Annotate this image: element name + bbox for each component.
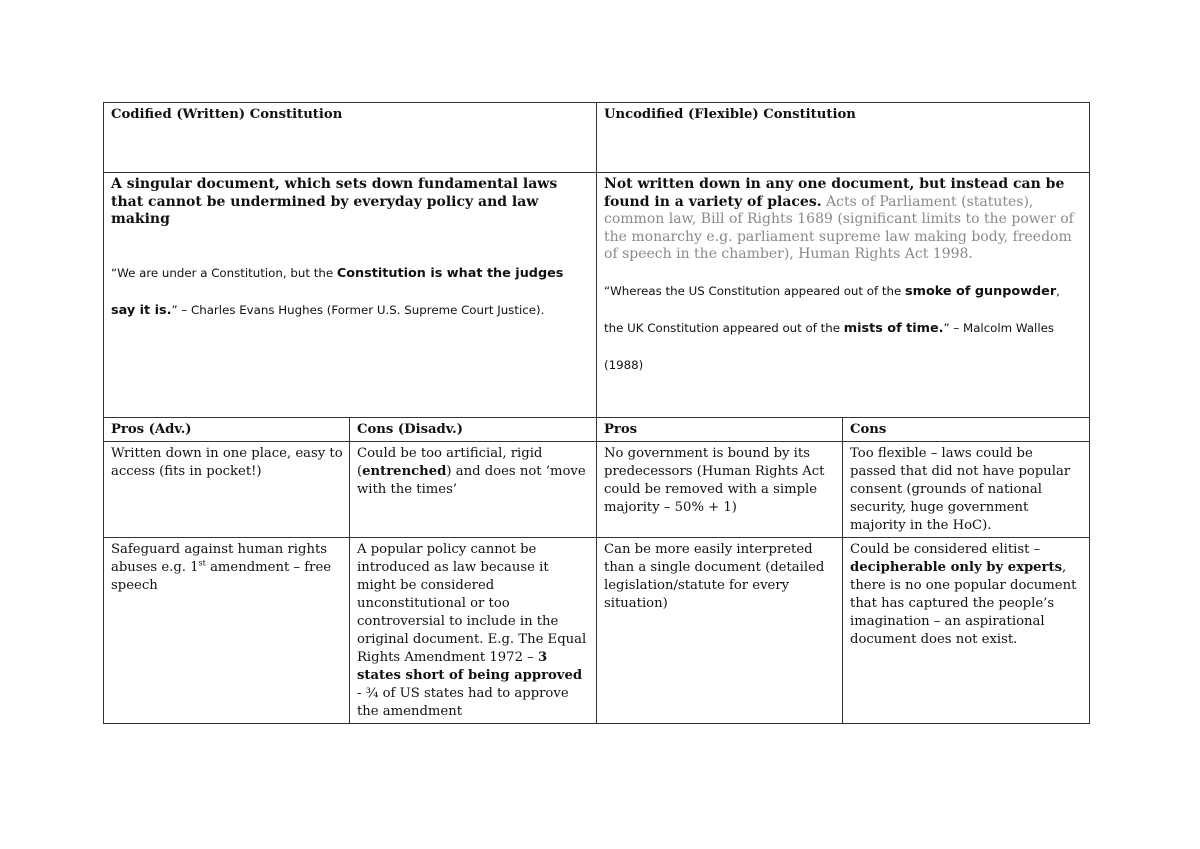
row2-codified-con-emphasis: 3 states short of being approved (357, 650, 583, 683)
row1-codified-con-text: Could be too artificial, rigid ( (357, 446, 543, 479)
row2-codified-con (350, 538, 597, 724)
header-uncodified-pros: Pros (597, 418, 843, 442)
title-row (104, 103, 1090, 173)
codified-quote-text: “We are under a Constitution, but the (111, 265, 337, 280)
uncodified-quote-text: “Whereas the US Constitution appeared out of the (604, 283, 905, 298)
header-uncodified-cons: Cons (843, 418, 1090, 442)
uncodified-title: Uncodified (Flexible) Constitution (597, 103, 1090, 173)
codified-quote (111, 255, 590, 329)
row2-codified-con-text-2: - ¾ of US states had to approve the amendment (357, 686, 569, 719)
table-row (104, 442, 1090, 538)
row2-codified-con-text: A popular policy cannot be introduced as law because it might be considered unconstitutional or too controversial to include in the original document. E.g. The Equal Rights Amendment 1972 – (357, 542, 587, 665)
uncodified-definition-text: Not written down in any one document, but instead can be found in a variety of places. (604, 176, 1065, 210)
row1-uncodified-pro: No government is bound by its predecessors (Human Rights Act could be removed with a simple majority – 50% + 1) (597, 442, 843, 538)
row1-codified-con-emphasis: entrenched (362, 464, 447, 479)
uncodified-quote-text-2: , the UK Constitution appeared out of the (604, 283, 1060, 335)
row1-uncodified-con: Too flexible – laws could be passed that did not have popular consent (grounds of national security, huge government majority in the HoC). (843, 442, 1090, 538)
header-codified-pros: Pros (Adv.) (104, 418, 350, 442)
uncodified-definition-cell (597, 173, 1090, 418)
codified-definition-cell (104, 173, 597, 418)
row2-uncodified-con (843, 538, 1090, 724)
row2-uncodified-con-text-2: , there is no one popular document that has captured the people’s imagination – an aspirational document does not exist. (850, 560, 1077, 647)
uncodified-sources: Acts of Parliament (statutes), common law, Bill of Rights 1689 (significant limits to the power of the monarchy e.g. parliament supreme law making body, freedom of speech in the chamber), Human Rights Act 1998. (604, 193, 1074, 262)
uncodified-quote-attribution: ” – Malcolm Walles (1988) (604, 320, 1055, 372)
uncodified-quote-emphasis-1: smoke of gunpowder (905, 283, 1057, 299)
uncodified-quote-emphasis-2: mists of time. (843, 320, 944, 336)
column-header-row (104, 418, 1090, 442)
header-codified-cons: Cons (Disadv.) (350, 418, 597, 442)
table-row (104, 538, 1090, 724)
row2-uncodified-con-emphasis: decipherable only by experts (850, 560, 1063, 575)
uncodified-quote (604, 273, 1083, 383)
row2-uncodified-pro: Can be more easily interpreted than a single document (detailed legislation/statute for every situation) (597, 538, 843, 724)
uncodified-definition (604, 176, 1083, 264)
codified-title: Codified (Written) Constitution (104, 103, 597, 173)
row2-codified-pro-text: Safeguard against human rights abuses e.g. 1 (111, 542, 328, 575)
constitution-comparison-table (103, 102, 1090, 724)
row2-uncodified-con-text: Could be considered elitist – (850, 542, 1041, 557)
row1-codified-con-text-2: ) and does not ‘move with the times’ (357, 464, 586, 497)
row2-codified-pro (104, 538, 350, 724)
codified-quote-attribution: ” – Charles Evans Hughes (Former U.S. Supreme Court Justice). (171, 302, 545, 317)
row2-codified-pro-sup: st (198, 558, 206, 568)
codified-definition: A singular document, which sets down fundamental laws that cannot be undermined by everyday policy and law making (111, 176, 558, 227)
row1-codified-pro: Written down in one place, easy to access (fits in pocket!) (104, 442, 350, 538)
row1-codified-con (350, 442, 597, 538)
definition-row (104, 173, 1090, 418)
row2-codified-pro-text-2: amendment – free speech (111, 560, 332, 593)
codified-quote-emphasis: Constitution is what the judges say it is. (111, 265, 564, 318)
